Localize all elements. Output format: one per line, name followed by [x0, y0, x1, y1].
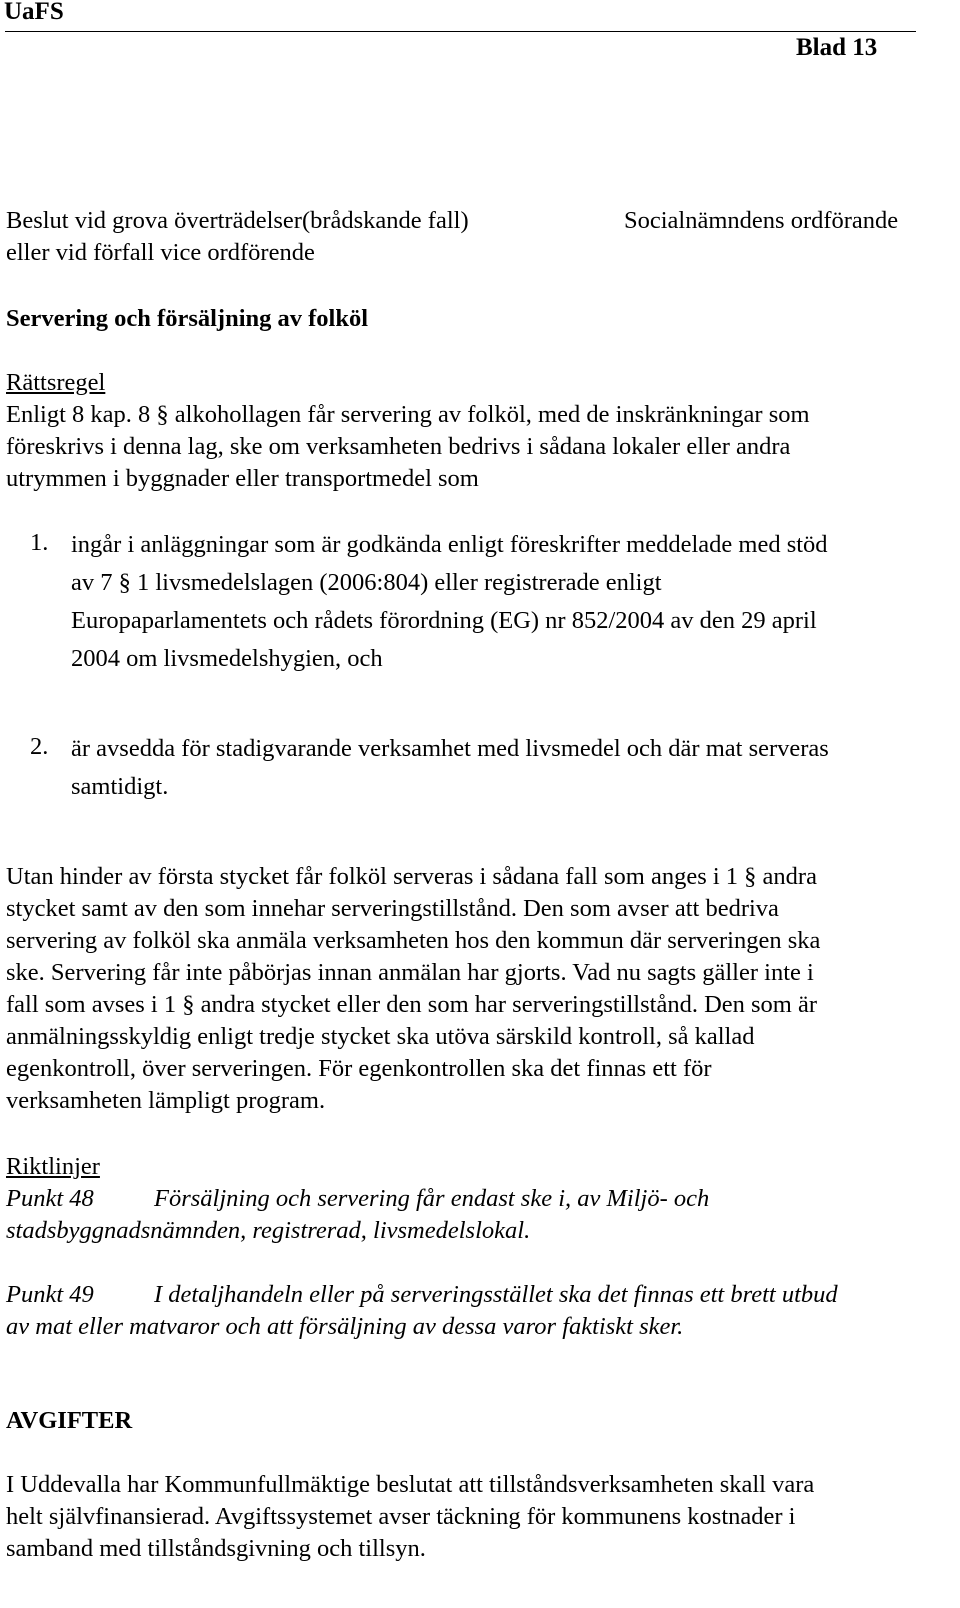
paragraph-line: fall som avses i 1 § andra stycket eller den som har serveringstillstånd. Den som är	[6, 991, 818, 1018]
list-item-line: av 7 § 1 livsmedelslagen (2006:804) eller registrerade enligt	[71, 569, 662, 596]
list-item-number: 2.	[30, 733, 49, 760]
fees-line: samband med tillståndsgivning och tillsyn.	[6, 1535, 426, 1562]
intro-line: Enligt 8 kap. 8 § alkohollagen får servering av folköl, med de inskränkningar som	[6, 401, 810, 428]
guideline-continuation: stadsbyggnadsnämnden, registrerad, livsmedelslokal.	[6, 1217, 531, 1244]
guideline-label: Punkt 49	[6, 1281, 94, 1308]
guideline-point	[6, 1279, 926, 1343]
guideline-text: I detaljhandeln eller på serveringsstället ska det finnas ett brett utbud	[154, 1281, 838, 1308]
delegation-line: eller vid förfall vice ordförende	[6, 239, 315, 266]
paragraph-line: servering av folköl ska anmäla verksamheten hos den kommun där serveringen ska	[6, 927, 821, 954]
guidelines-heading: Riktlinjer	[6, 1153, 100, 1180]
guideline-continuation: av mat eller matvaror och att försäljning av dessa varor faktiskt sker.	[6, 1313, 684, 1340]
list-item-number: 1.	[30, 529, 49, 556]
guideline-label: Punkt 48	[6, 1185, 94, 1212]
section-title: Servering och försäljning av folköl	[6, 305, 369, 332]
paragraph-line: verksamheten lämpligt program.	[6, 1087, 326, 1114]
intro-line: föreskrivs i denna lag, ske om verksamheten bedrivs i sådana lokaler eller andra	[6, 433, 791, 460]
legal-rule-intro	[6, 399, 926, 495]
paragraph-line: stycket samt av den som innehar serveringstillstånd. Den som avser att bedriva	[6, 895, 779, 922]
paragraph-line: anmälningsskyldig enligt tredje stycket ska utöva särskild kontroll, så kallad	[6, 1023, 755, 1050]
header-rule	[5, 31, 916, 32]
list-item-line: samtidigt.	[71, 773, 169, 800]
list-item-line: är avsedda för stadigvarande verksamhet med livsmedel och där mat serveras	[71, 735, 829, 762]
guideline-point	[6, 1183, 926, 1247]
delegation-line: Beslut vid grova överträdelser(brådskande fall)	[6, 207, 469, 234]
page-number: Blad 13	[796, 34, 878, 61]
paragraph-line: egenkontroll, över serveringen. För egenkontrollen ska det finnas ett för	[6, 1055, 712, 1082]
list-item-line: ingår i anläggningar som är godkända enligt föreskrifter meddelade med stöd	[71, 531, 828, 558]
paragraph-line: Utan hinder av första stycket får folköl serveras i sådana fall som anges i 1 § andra	[6, 863, 817, 890]
fees-line: I Uddevalla har Kommunfullmäktige beslutat att tillståndsverksamheten skall vara	[6, 1471, 815, 1498]
delegate-name: Socialnämndens ordförande	[624, 207, 899, 234]
list-item-line: Europaparlamentets och rådets förordning (EG) nr 852/2004 av den 29 april	[71, 607, 817, 634]
intro-line: utrymmen i byggnader eller transportmedel som	[6, 465, 479, 492]
list-item-line: 2004 om livsmedelshygien, och	[71, 645, 383, 672]
fees-line: helt självfinansierad. Avgiftssystemet avser täckning för kommunens kostnader i	[6, 1503, 796, 1530]
fees-heading: AVGIFTER	[6, 1407, 133, 1434]
legal-rule-paragraph	[6, 861, 926, 1117]
legal-rule-heading: Rättsregel	[6, 369, 106, 396]
paragraph-line: ske. Servering får inte påbörjas innan anmälan har gjorts. Vad nu sagts gäller inte i	[6, 959, 814, 986]
guideline-text: Försäljning och servering får endast ske i, av Miljö- och	[154, 1185, 710, 1212]
fees-paragraph	[6, 1469, 926, 1565]
document-org: UaFS	[4, 0, 64, 25]
